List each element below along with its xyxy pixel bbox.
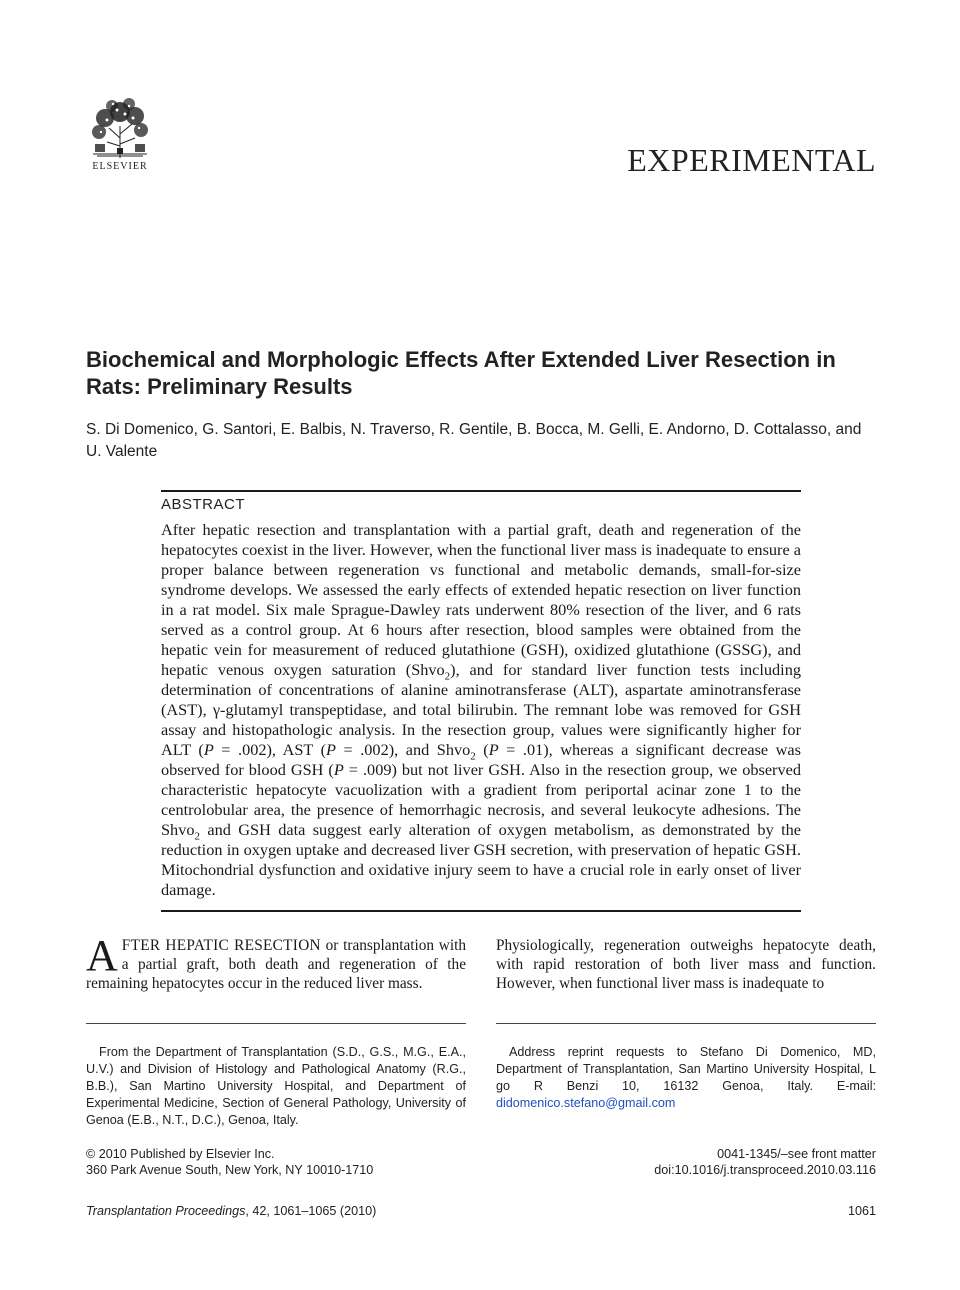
abstract-heading: ABSTRACT: [161, 496, 246, 513]
section-label: EXPERIMENTAL: [627, 142, 876, 178]
reprint-footnote: Address reprint requests to Stefano Di Domenico, MD, Department of Transplantation, San Martino University Hospital, L go R Benzi 10, 16132 Genoa, Italy. E-mail: didomenico.stefano@gmail.com: [496, 1045, 876, 1110]
article-title: Biochemical and Morphologic Effects After Extended Liver Resection in Rats: Preliminary Results: [86, 347, 836, 399]
body-column-left: [86, 931, 466, 993]
issn-line: 0041-1345/–see front matter: [717, 1147, 876, 1161]
abstract-top-rule: [161, 490, 801, 492]
elsevier-tree-icon: [87, 98, 153, 160]
footnote-rule-left: [86, 1023, 466, 1024]
author-list: S. Di Domenico, G. Santori, E. Balbis, N. Traverso, R. Gentile, B. Bocca, M. Gelli, E. Andorno, D. Cottalasso, and U. Valente: [86, 421, 862, 460]
drop-cap: A: [86, 931, 118, 980]
footnote-rule-right: [496, 1023, 876, 1024]
abstract-bottom-rule: [161, 910, 801, 912]
body-text-left: or transplantation with a partial graft, both death and regeneration of the remaining hepatocytes occur in the reduced liver mass.: [86, 937, 466, 992]
copyright-line: © 2010 Published by Elsevier Inc.: [86, 1147, 275, 1161]
affiliations-footnote: From the Department of Transplantation (S.D., G.S., M.G., E.A., U.V.) and Division of Histology and Pathological Anatomy (R.G., B.B.), San Martino University Hospital, and Department of Experimental Medicine, Section of General Pathology, University of Genoa (E.B., N.T., D.C.), Genoa, Italy.: [86, 1045, 466, 1127]
elsevier-wordmark: ELSEVIER: [92, 161, 148, 172]
publisher-info: [86, 1146, 466, 1178]
email-link[interactable]: didomenico.stefano@gmail.com: [496, 1096, 676, 1110]
journal-name: Transplantation Proceedings: [86, 1204, 246, 1218]
doi-line: doi:10.1016/j.transproceed.2010.03.116: [654, 1163, 876, 1177]
journal-citation: Transplantation Proceedings, 42, 1061–1065 (2010): [86, 1204, 377, 1218]
abstract-text: After hepatic resection and transplantation with a partial graft, death and regeneration of the hepatocytes coexist in the liver. However, when the functional liver mass is inadequate to ensure a proper balance between regeneration vs functional and metabolic demands, small-for-size syndrome develops. We assessed the early effects of extended hepatic resection on liver function in a rat model. Six male Sprague-Dawley rats underwent 80% resection of the liver, and 6 rats served as a control group. At 6 hours after resection, blood samples were obtained from the hepatic vein for measurement of reduced glutathione (GSH), oxidized glutathione (GSSG), and hepatic venous oxygen saturation (Shvo$_2$), and for standard liver function tests including determination of concentrations of alanine aminotransferase (ALT), aspartate aminotransferase (AST), γ-glutamyl transpeptidase, and total bilirubin. The remnant lobe was removed for GSH assay and histopathologic analysis. In the resection group, values were significantly higher for ALT (P = .002), AST (P = .002), and Shvo$_2$ (P = .01), whereas a significant decrease was observed for blood GSH (P = .009) but not liver GSH. Also in the resection group, we observed characteristic hepatocyte vacuolization with a gradient from periportal acinar zone 1 to the centrolobular area, the presence of hemorrhagic necrosis, and several leukocyte adhesions. The Shvo$_2$ and GSH data suggest early alteration of oxygen metabolism, as demonstrated by the reduction in oxygen uptake and decreased liver GSH secretion, with preservation of hepatic GSH. Mitochondrial dysfunction and oxidative injury seem to have a crucial role in early onset of liver damage.: [161, 520, 801, 899]
page-number: 1061: [847, 1204, 876, 1218]
article-identifiers: [496, 1146, 876, 1178]
elsevier-logo: [84, 98, 156, 174]
lead-in-caps: FTER HEPATIC RESECTION: [121, 937, 321, 954]
body-column-right: Physiologically, regeneration outweighs hepatocyte death, with rapid restoration of both liver mass and function. However, when functional liver mass is inadequate to: [496, 937, 876, 992]
publisher-address: 360 Park Avenue South, New York, NY 10010-1710: [86, 1163, 374, 1177]
